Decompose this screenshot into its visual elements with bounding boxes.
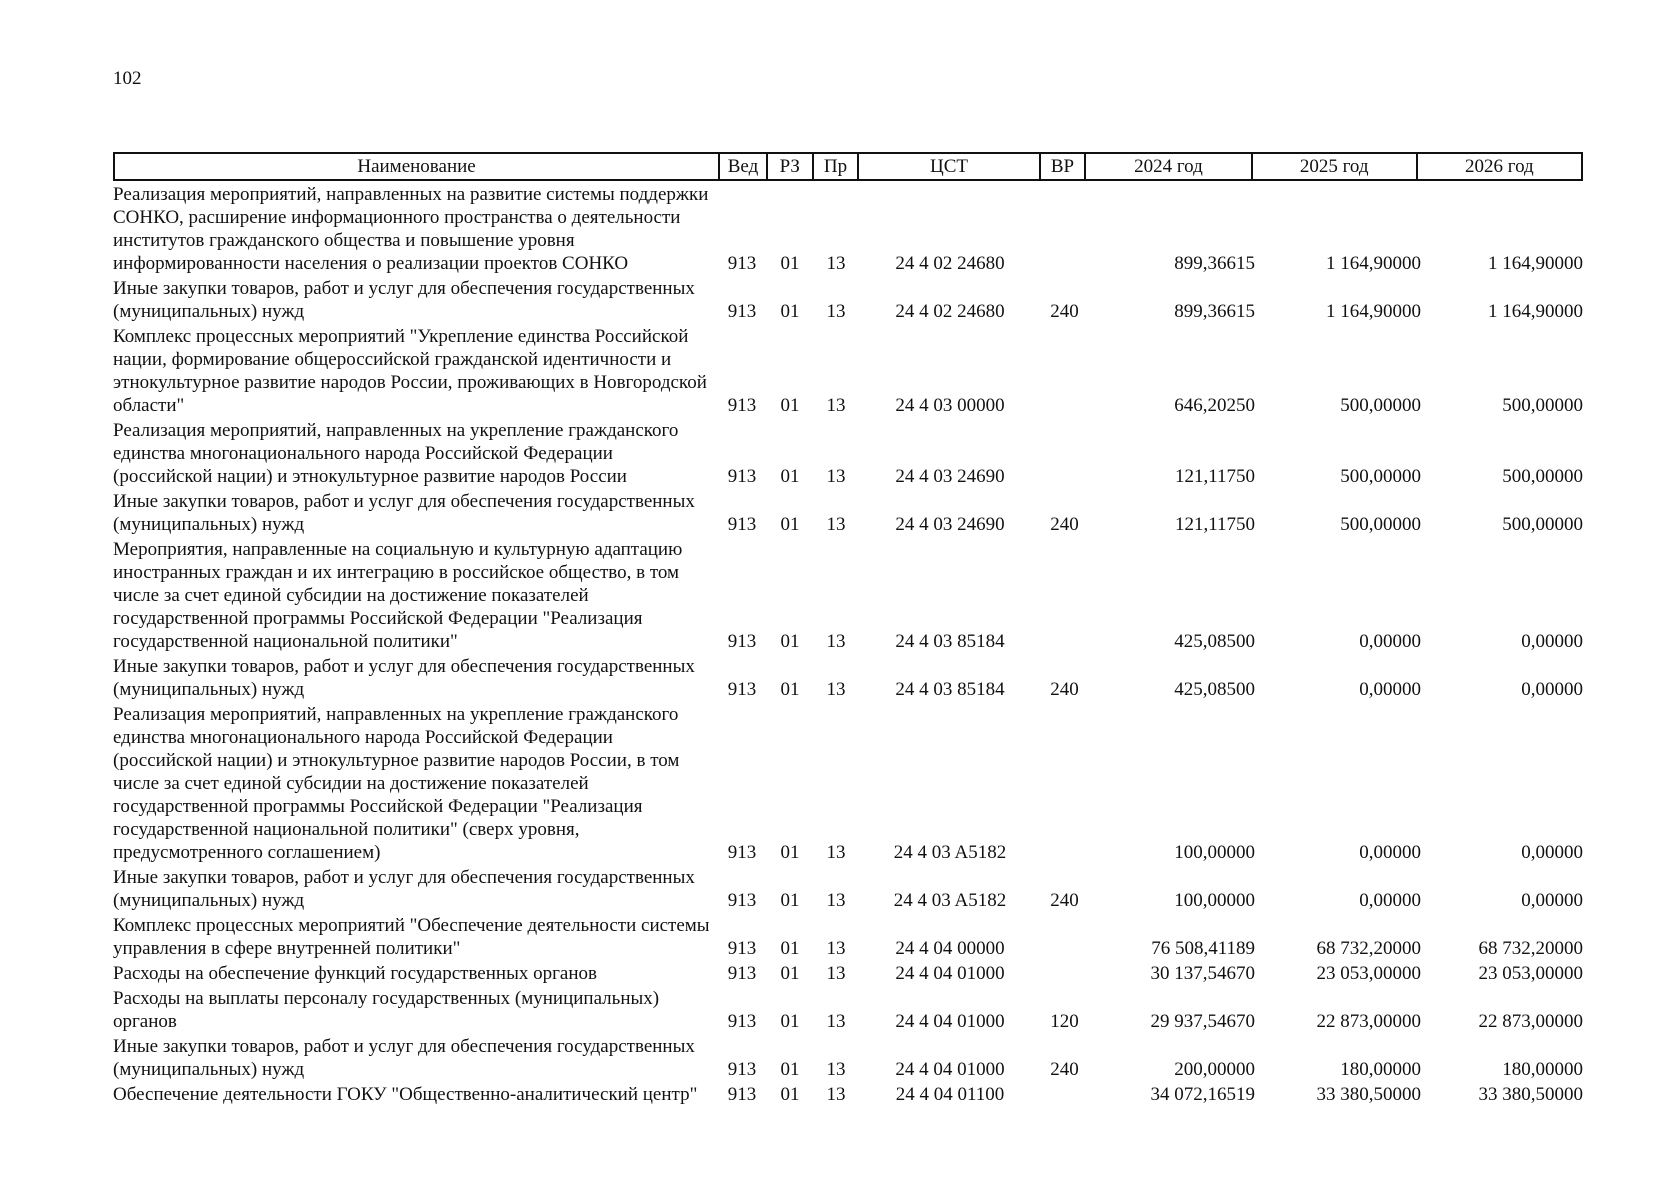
table-row: [113, 655, 1583, 703]
cell-cst: 24 4 03 00000: [895, 395, 1005, 416]
cell-vr: [1041, 653, 1088, 655]
header-2025: 2025 год: [1253, 152, 1418, 181]
cell-y26: 68 732,20000: [1478, 938, 1583, 959]
cell-y24: 425,08500: [1174, 631, 1255, 652]
cell-vr: 240: [1050, 890, 1079, 911]
cell-cst: 24 4 04 01000: [895, 1059, 1005, 1080]
cell-name: Реализация мероприятий, направленных на укрепление гражданского единства многонационального народа Российской Федерации (российской нации) и этнокультурное развитие народов России: [113, 420, 679, 487]
cell-vr: 240: [1050, 301, 1079, 322]
cell-rz: 01: [780, 253, 800, 274]
cell-vr: 240: [1050, 514, 1079, 535]
cell-y25: 68 732,20000: [1316, 938, 1421, 959]
cell-vr: [1041, 985, 1088, 987]
cell-y26: 0,00000: [1521, 842, 1583, 863]
cell-ved: 913: [727, 631, 757, 652]
cell-name: Иные закупки товаров, работ и услуг для обеспечения государственных (муниципальных) нужд: [113, 1036, 695, 1080]
cell-y26: 22 873,00000: [1478, 1011, 1583, 1032]
cell-y24: 425,08500: [1174, 679, 1255, 700]
cell-name: Реализация мероприятий, направленных на развитие системы поддержки СОНКО, расширение информационного пространства о деятельности институтов гражданского общества и повышение уровня информированности населения о реализации проектов СОНКО: [113, 184, 709, 274]
cell-vr: [1041, 417, 1088, 419]
cell-vr: [1041, 488, 1088, 490]
cell-vr: [1041, 1106, 1088, 1108]
cell-pr: 13: [826, 842, 846, 863]
table-row: [113, 987, 1583, 1035]
table-body: [113, 183, 1583, 1108]
cell-y25: 1 164,90000: [1326, 253, 1421, 274]
table-header: [113, 152, 1583, 181]
cell-name: Обеспечение деятельности ГОКУ "Общественно-аналитический центр": [113, 1084, 698, 1105]
cell-vr: 240: [1050, 1059, 1079, 1080]
cell-y26: 500,00000: [1502, 466, 1583, 487]
cell-cst: 24 4 03 A5182: [893, 890, 1007, 911]
cell-name: Иные закупки товаров, работ и услуг для обеспечения государственных (муниципальных) нужд: [113, 867, 695, 911]
cell-ved: 913: [727, 938, 757, 959]
cell-pr: 13: [826, 631, 846, 652]
table-row: [113, 866, 1583, 914]
header-name: Наименование: [113, 152, 720, 181]
cell-pr: 13: [826, 1011, 846, 1032]
cell-ved: 913: [727, 514, 757, 535]
cell-cst: 24 4 04 01100: [895, 1084, 1005, 1105]
cell-y24: 121,11750: [1174, 466, 1255, 487]
cell-pr: 13: [826, 466, 846, 487]
header-vr: ВР: [1041, 152, 1087, 181]
cell-cst: 24 4 03 24690: [895, 514, 1005, 535]
cell-y25: 0,00000: [1359, 842, 1421, 863]
cell-ved: 913: [727, 963, 757, 984]
table-row: [113, 277, 1583, 325]
cell-y26: 33 380,50000: [1478, 1084, 1583, 1105]
cell-name: Реализация мероприятий, направленных на укрепление гражданского единства многонационального народа Российской Федерации (российской нации) и этнокультурное развитие народов России, в том числе за счет единой субсидии на достижение показателей государственной программы Российской Федерации "Реализация государственной национальной политики" (сверх уровня, предусмотренного соглашением): [113, 704, 680, 863]
cell-y26: 0,00000: [1521, 890, 1583, 911]
header-2026: 2026 год: [1418, 152, 1583, 181]
cell-y25: 1 164,90000: [1326, 301, 1421, 322]
cell-pr: 13: [826, 301, 846, 322]
cell-ved: 913: [727, 395, 757, 416]
cell-rz: 01: [780, 1011, 800, 1032]
cell-y25: 0,00000: [1359, 679, 1421, 700]
cell-rz: 01: [780, 466, 800, 487]
cell-y24: 899,36615: [1174, 253, 1255, 274]
cell-name: Иные закупки товаров, работ и услуг для обеспечения государственных (муниципальных) нужд: [113, 656, 695, 700]
cell-y24: 200,00000: [1174, 1059, 1255, 1080]
cell-pr: 13: [826, 253, 846, 274]
cell-cst: 24 4 03 A5182: [893, 842, 1007, 863]
cell-rz: 01: [780, 1084, 800, 1105]
cell-pr: 13: [826, 890, 846, 911]
cell-pr: 13: [826, 514, 846, 535]
cell-name: Комплекс процессных мероприятий "Укрепление единства Российской нации, формирование общероссийской гражданской идентичности и этнокультурное развитие народов России, проживающих в Новгородской области": [113, 326, 707, 416]
table-row: [113, 419, 1583, 490]
cell-name: Мероприятия, направленные на социальную и культурную адаптацию иностранных граждан и их интеграцию в российское общество, в том числе за счет единой субсидии на достижение показателей государственной программы Российской Федерации "Реализация государственной национальной политики": [113, 539, 683, 652]
cell-ved: 913: [727, 1084, 757, 1105]
table-row: [113, 490, 1583, 538]
cell-vr: [1041, 864, 1088, 866]
cell-vr: 240: [1050, 679, 1079, 700]
header-2024: 2024 год: [1086, 152, 1252, 181]
cell-y24: 29 937,54670: [1150, 1011, 1255, 1032]
cell-ved: 913: [727, 1059, 757, 1080]
table-row: [113, 1083, 1583, 1108]
cell-y26: 23 053,00000: [1478, 963, 1583, 984]
cell-vr: 120: [1050, 1011, 1079, 1032]
table-row: [113, 325, 1583, 419]
cell-y25: 0,00000: [1359, 631, 1421, 652]
cell-vr: [1041, 275, 1088, 277]
cell-y25: 500,00000: [1340, 395, 1421, 416]
cell-rz: 01: [780, 938, 800, 959]
cell-pr: 13: [826, 395, 846, 416]
cell-pr: 13: [826, 679, 846, 700]
cell-pr: 13: [826, 938, 846, 959]
cell-ved: 913: [727, 890, 757, 911]
cell-rz: 01: [780, 890, 800, 911]
cell-y24: 100,00000: [1174, 842, 1255, 863]
cell-y25: 0,00000: [1359, 890, 1421, 911]
cell-y25: 180,00000: [1340, 1059, 1421, 1080]
cell-rz: 01: [780, 679, 800, 700]
cell-rz: 01: [780, 842, 800, 863]
cell-ved: 913: [727, 1011, 757, 1032]
cell-y25: 500,00000: [1340, 514, 1421, 535]
cell-y26: 180,00000: [1502, 1059, 1583, 1080]
table-row: [113, 1035, 1583, 1083]
cell-ved: 913: [727, 679, 757, 700]
cell-y24: 30 137,54670: [1150, 963, 1255, 984]
cell-rz: 01: [780, 301, 800, 322]
cell-name: Иные закупки товаров, работ и услуг для обеспечения государственных (муниципальных) нужд: [113, 278, 695, 322]
cell-y25: 23 053,00000: [1316, 963, 1421, 984]
cell-cst: 24 4 04 01000: [895, 1011, 1005, 1032]
cell-y26: 500,00000: [1502, 395, 1583, 416]
cell-pr: 13: [826, 1084, 846, 1105]
table-row: [113, 538, 1583, 655]
cell-name: Расходы на выплаты персоналу государственных (муниципальных) органов: [113, 988, 660, 1032]
cell-cst: 24 4 04 01000: [895, 963, 1005, 984]
header-rz: РЗ: [768, 152, 814, 181]
cell-name: Иные закупки товаров, работ и услуг для обеспечения государственных (муниципальных) нужд: [113, 491, 695, 535]
cell-rz: 01: [780, 1059, 800, 1080]
cell-y25: 33 380,50000: [1316, 1084, 1421, 1105]
cell-y25: 500,00000: [1340, 466, 1421, 487]
cell-cst: 24 4 02 24680: [895, 253, 1005, 274]
cell-y24: 121,11750: [1174, 514, 1255, 535]
table-row: [113, 183, 1583, 277]
page-number: 102: [113, 68, 142, 89]
cell-cst: 24 4 04 00000: [895, 938, 1005, 959]
header-ved: Вед: [720, 152, 768, 181]
cell-y26: 500,00000: [1502, 514, 1583, 535]
cell-pr: 13: [826, 963, 846, 984]
cell-ved: 913: [727, 301, 757, 322]
cell-y25: 22 873,00000: [1316, 1011, 1421, 1032]
cell-cst: 24 4 03 85184: [895, 679, 1005, 700]
cell-name: Комплекс процессных мероприятий "Обеспечение деятельности системы управления в сфере внутренней политики": [113, 915, 710, 959]
budget-table: [113, 152, 1583, 1108]
cell-y24: 34 072,16519: [1150, 1084, 1255, 1105]
cell-y26: 1 164,90000: [1488, 253, 1583, 274]
cell-cst: 24 4 02 24680: [895, 301, 1005, 322]
header-cst: ЦСТ: [859, 152, 1040, 181]
table-row: [113, 703, 1583, 866]
cell-y24: 100,00000: [1174, 890, 1255, 911]
cell-y26: 0,00000: [1521, 631, 1583, 652]
cell-rz: 01: [780, 395, 800, 416]
cell-ved: 913: [727, 253, 757, 274]
cell-y26: 0,00000: [1521, 679, 1583, 700]
cell-y26: 1 164,90000: [1488, 301, 1583, 322]
table-row: [113, 914, 1583, 962]
cell-name: Расходы на обеспечение функций государственных органов: [113, 963, 597, 984]
cell-rz: 01: [780, 631, 800, 652]
cell-rz: 01: [780, 514, 800, 535]
cell-y24: 76 508,41189: [1151, 938, 1255, 959]
cell-vr: [1041, 960, 1088, 962]
cell-ved: 913: [727, 466, 757, 487]
cell-pr: 13: [826, 1059, 846, 1080]
cell-y24: 646,20250: [1174, 395, 1255, 416]
cell-cst: 24 4 03 24690: [895, 466, 1005, 487]
cell-cst: 24 4 03 85184: [895, 631, 1005, 652]
cell-ved: 913: [727, 842, 757, 863]
table-row: [113, 962, 1583, 987]
cell-rz: 01: [780, 963, 800, 984]
cell-y24: 899,36615: [1174, 301, 1255, 322]
header-pr: Пр: [814, 152, 860, 181]
